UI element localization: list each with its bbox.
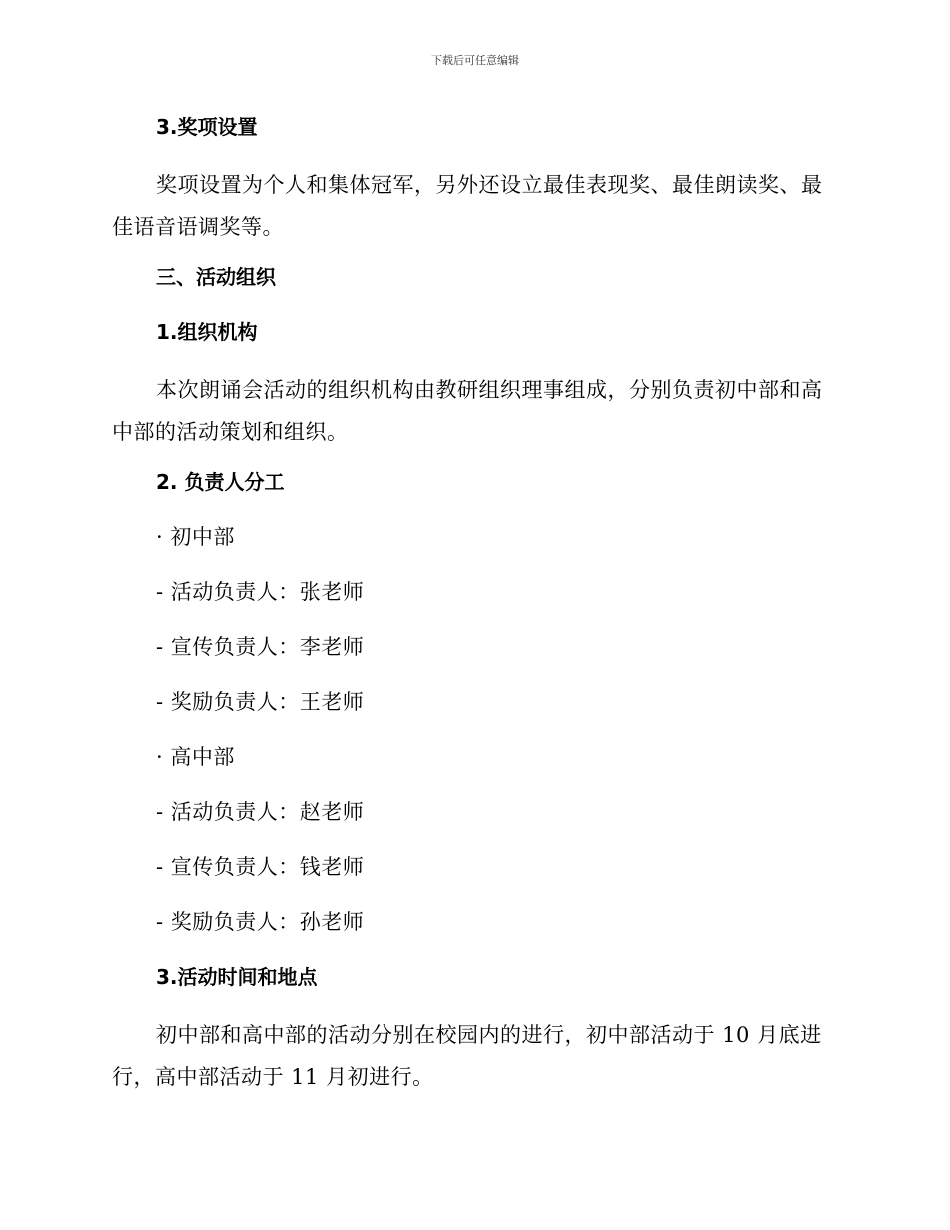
list-item-senior-activity: - 活动负责人：赵老师 [156,800,365,824]
list-item-junior-reward: - 奖励负责人：王老师 [156,690,365,714]
paragraph-time-place: 初中部和高中部的活动分别在校园内的进行，初中部活动于 10 月底进行，高中部活动于 11 月初进行。 [112,1023,822,1089]
paragraph-awards: 奖项设置为个人和集体冠军，另外还设立最佳表现奖、最佳朗读奖、最佳语音语调奖等。 [112,173,823,239]
list-item-junior-activity: - 活动负责人：张老师 [156,580,365,604]
paragraph-structure: 本次朗诵会活动的组织机构由教研组织理事组成，分别负责初中部和高中部的活动策划和组织。 [112,378,823,444]
list-item-senior-reward: - 奖励负责人：孙老师 [156,910,365,934]
document-body [112,109,832,1098]
heading-awards: 3.奖项设置 [156,115,258,139]
heading-time-place: 3.活动时间和地点 [156,965,318,989]
list-item-junior-title: · 初中部 [156,525,235,549]
list-item-senior-publicity: - 宣传负责人：钱老师 [156,855,365,879]
heading-structure: 1.组织机构 [156,320,258,344]
page-header: 下载后可任意编辑 [431,54,519,67]
heading-organization: 三、活动组织 [156,265,276,289]
list-item-senior-title: · 高中部 [156,745,235,769]
heading-roles: 2. 负责人分工 [156,470,285,494]
list-item-junior-publicity: - 宣传负责人：李老师 [156,635,365,659]
